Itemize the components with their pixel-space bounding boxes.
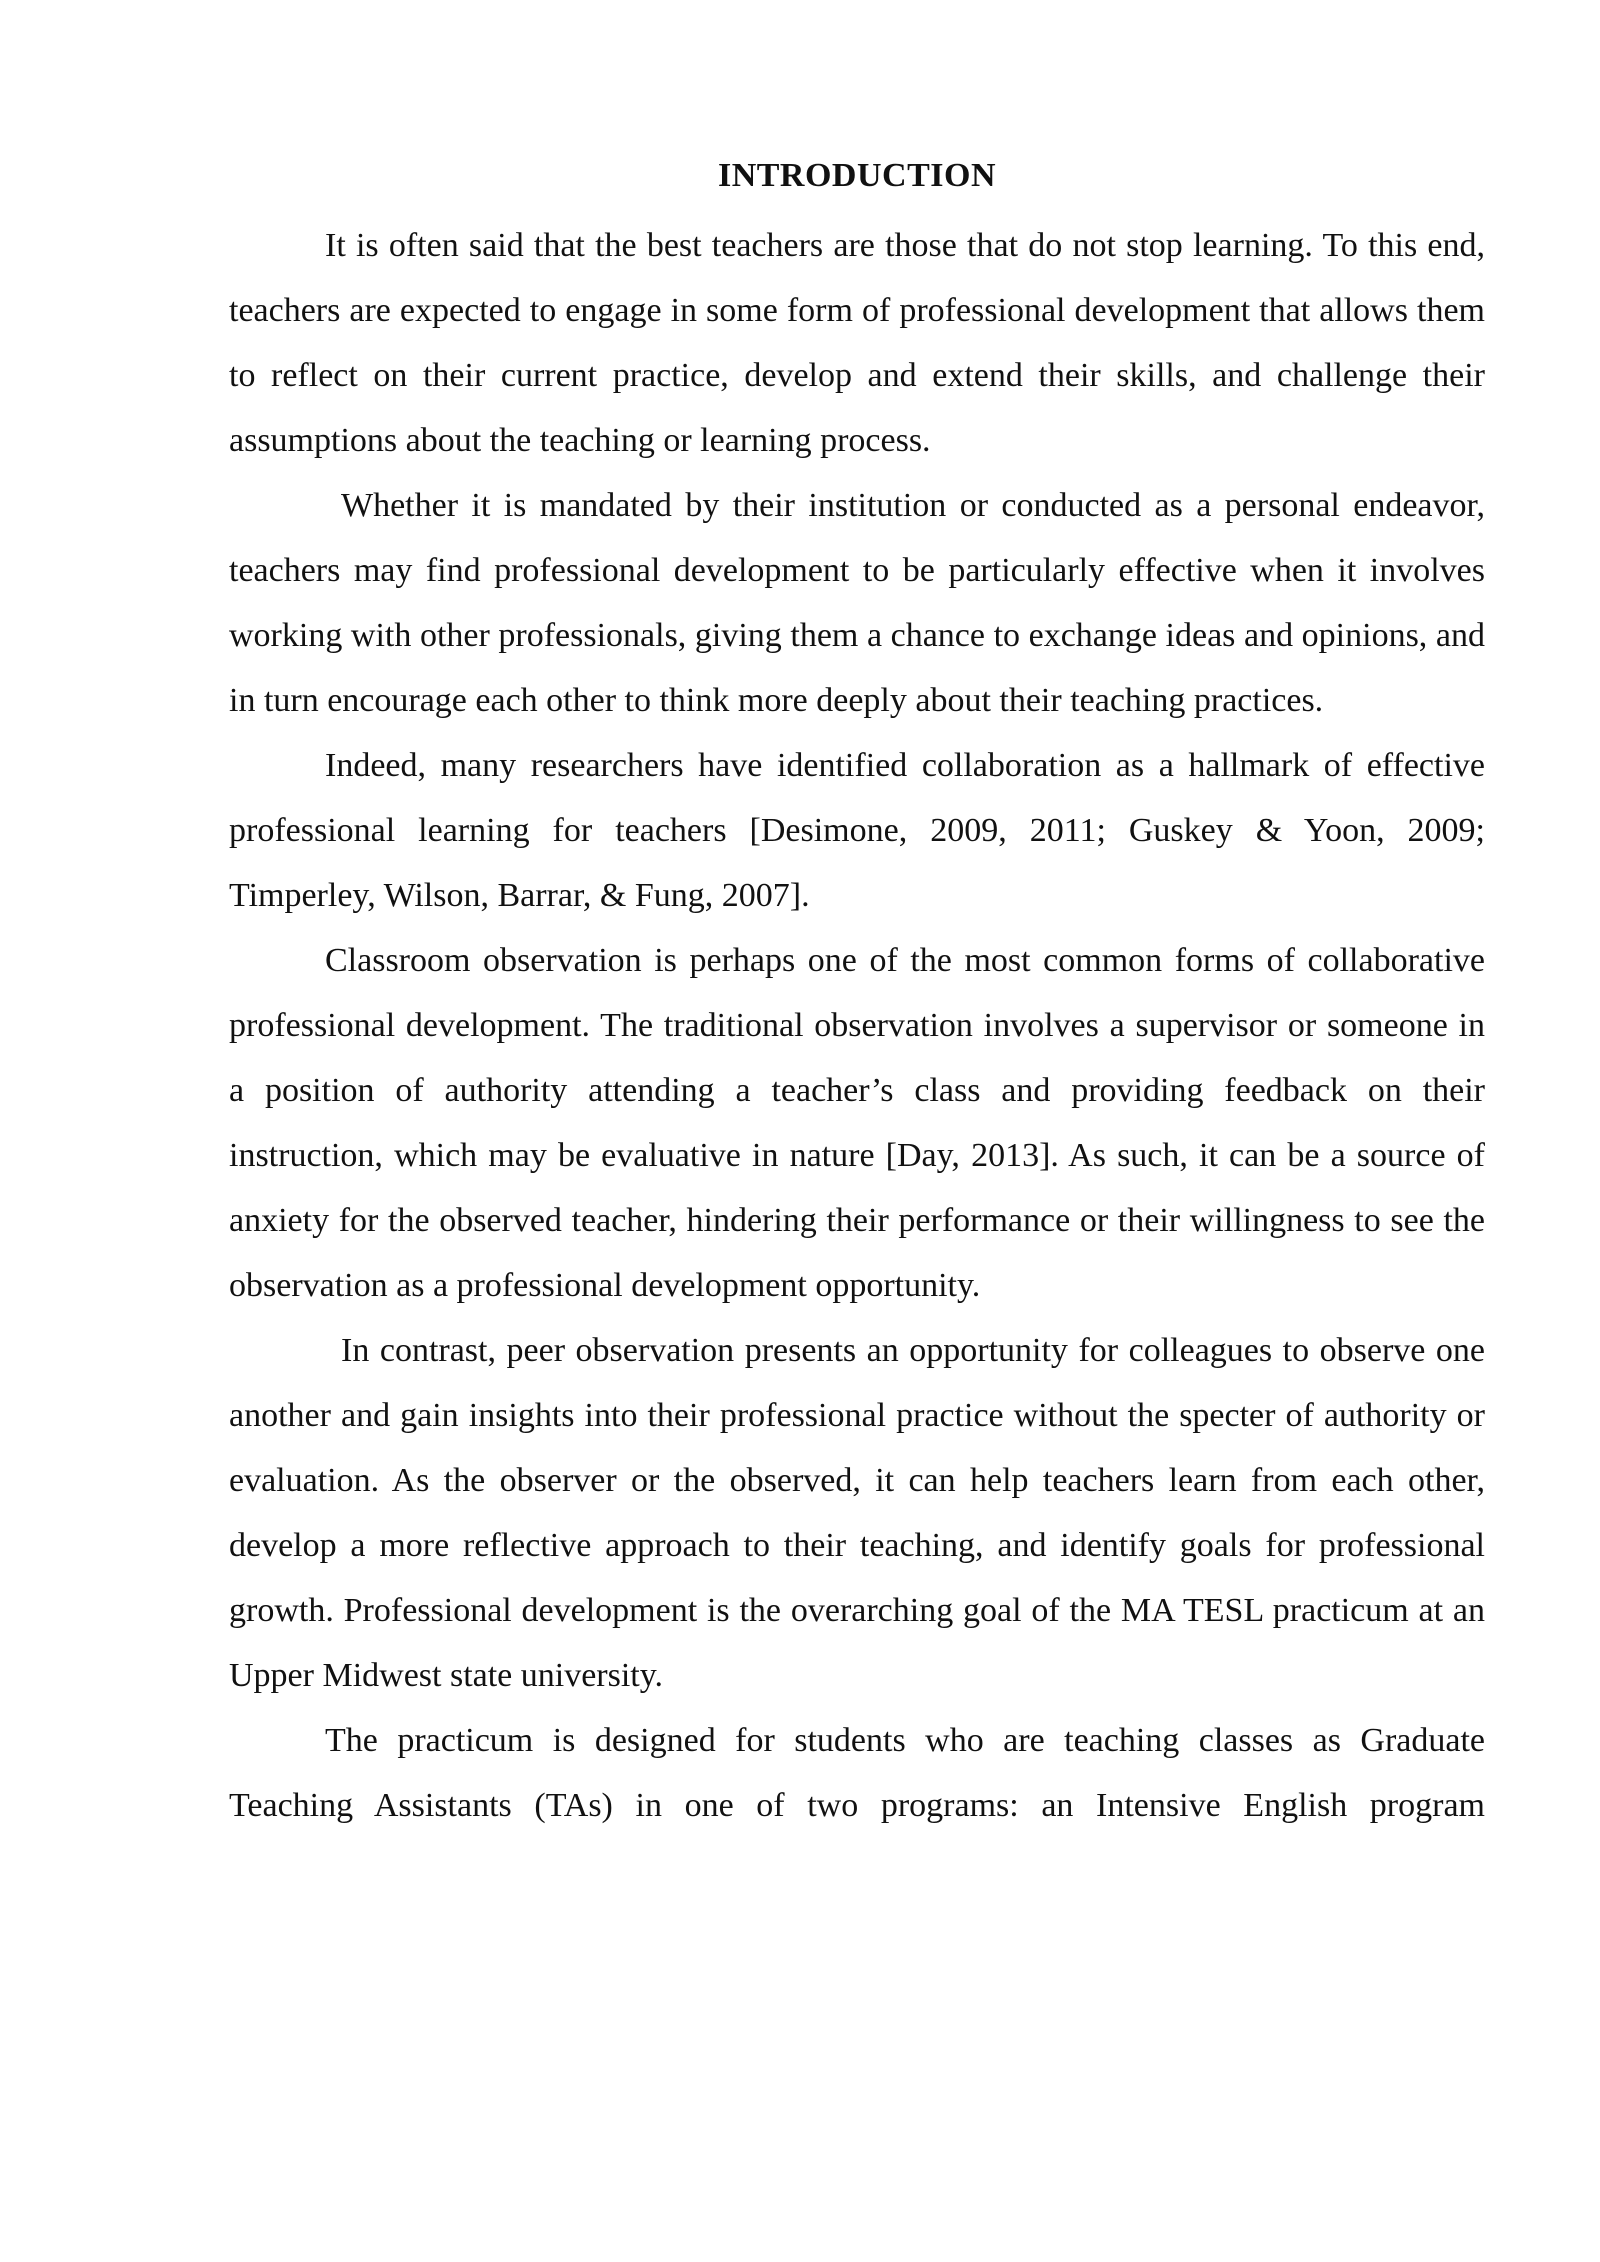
paragraph-6: The practicum is designed for students who are teaching classes as Graduate Teaching Assistants (TAs) in one of two programs: an Intensive English program <box>229 1722 1485 1824</box>
section-title: INTRODUCTION <box>717 157 997 194</box>
paragraph-1: It is often said that the best teachers are those that do not stop learning. To this end, teachers are expected to engage in some form of professional development that allows them to reflect on their current practice, develop and extend their skills, and challenge their assumptions about the teaching or learning process. <box>229 227 1485 459</box>
paragraph-4: Classroom observation is perhaps one of the most common forms of collaborative professional development. The traditional observation involves a supervisor or someone in a position of authority attending a teacher’s class and providing feedback on their instruction, which may be evaluative in nature [Day, 2013]. As such, it can be a source of anxiety for the observed teacher, hindering their performance or their willingness to see the observation as a professional development opportunity. <box>229 942 1485 1304</box>
paragraph-2: Whether it is mandated by their institution or conducted as a personal endeavor, teachers may find professional development to be particularly effective when it involves working with other professionals, giving them a chance to exchange ideas and opinions, and in turn encourage each other to think more deeply about their teaching practices. <box>229 487 1485 719</box>
document-body <box>229 148 1485 1838</box>
paragraph-3: Indeed, many researchers have identified collaboration as a hallmark of effective professional learning for teachers [Desimone, 2009, 2011; Guskey & Yoon, 2009; Timperley, Wilson, Barrar, & Fung, 2007]. <box>229 747 1485 914</box>
paragraph-5: In contrast, peer observation presents an opportunity for colleagues to observe one another and gain insights into their professional practice without the specter of authority or evaluation. As the observer or the observed, it can help teachers learn from each other, develop a more reflective approach to their teaching, and identify goals for professional growth. Professional development is the overarching goal of the MA TESL practicum at an Upper Midwest state university. <box>229 1332 1485 1694</box>
